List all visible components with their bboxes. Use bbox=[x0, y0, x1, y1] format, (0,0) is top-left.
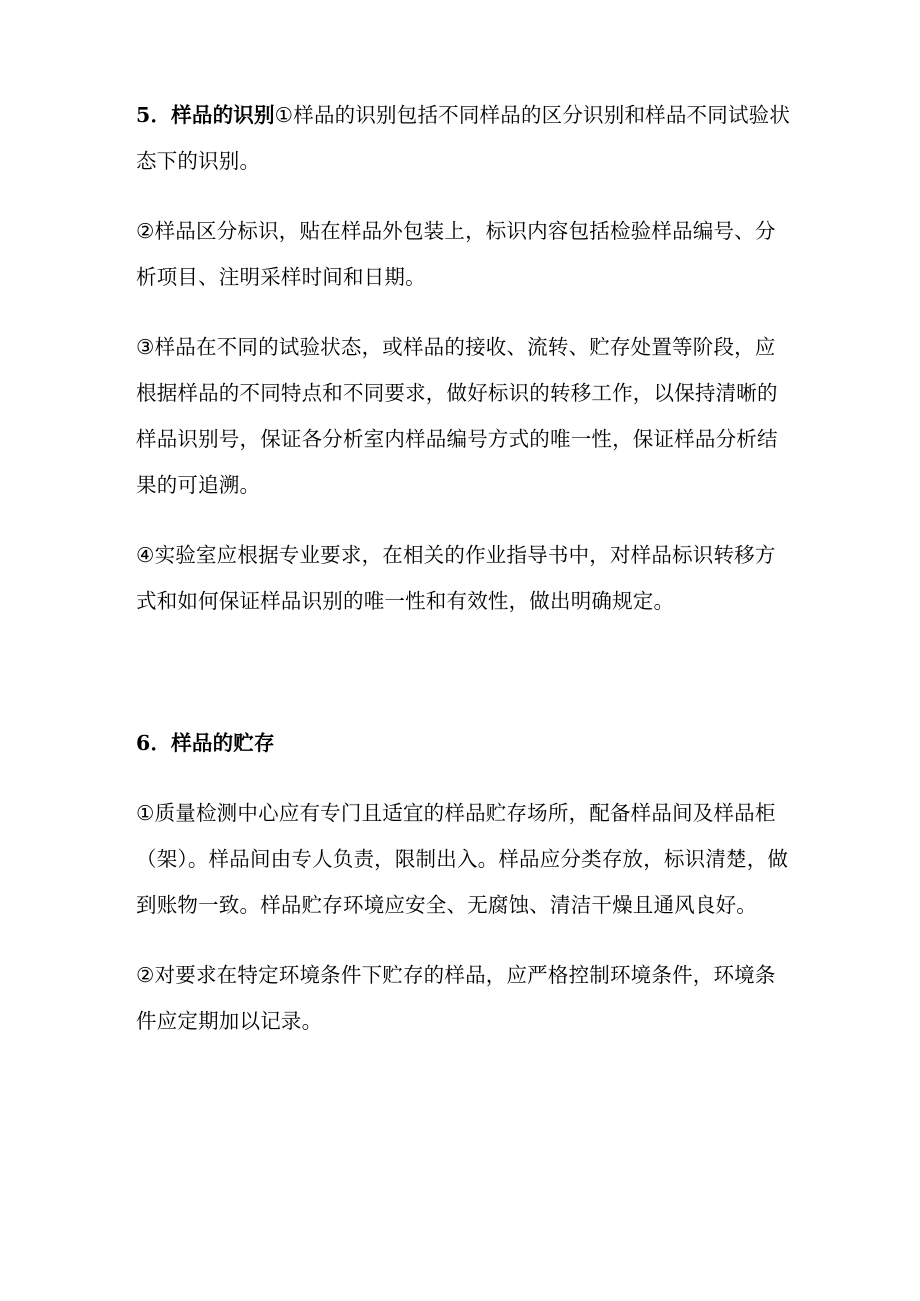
section-5-paragraph-3: ③样品在不同的试验状态，或样品的接收、流转、贮存处置等阶段，应根据样品的不同特点和不同要求，做好标识的转移工作，以保持清晰的样品识别号，保证各分析室内样品编号方式的唯一性，保证样品分析结果的可追溯。 bbox=[136, 335, 778, 497]
section-6-heading bbox=[136, 720, 796, 766]
section-5-paragraph-2: ②样品区分标识，贴在样品外包装上，标识内容包括检验样品编号、分析项目、注明采样时间和日期。 bbox=[136, 219, 776, 289]
section-6-separator: ． bbox=[150, 731, 172, 755]
document-page bbox=[136, 92, 796, 1044]
section-6-paragraph-2: ②对要求在特定环境条件下贮存的样品，应严格控制环境条件，环境条件应定期加以记录。 bbox=[136, 963, 776, 1033]
section-5-paragraph-4: ④实验室应根据专业要求，在相关的作业指导书中，对样品标识转移方式和如何保证样品识别的唯一性和有效性，做出明确规定。 bbox=[136, 543, 776, 613]
section-6-paragraph-1: ①质量检测中心应有专门且适宜的样品贮存场所，配备样品间及样品柜（架）。样品间由专人负责，限制出入。样品应分类存放，标识清楚，做到账物一致。样品贮存环境应安全、无腐蚀、清洁干燥且通风良好。 bbox=[136, 801, 789, 917]
section-6-number: 6 bbox=[136, 731, 151, 755]
section-5-title: 样品的识别 bbox=[171, 103, 275, 127]
section-5-paragraph-1 bbox=[136, 92, 796, 184]
section-6-title: 样品的贮存 bbox=[171, 731, 275, 755]
section-5-text-1: ①样品的识别包括不同样品的区分识别和样品不同试验状态下的识别。 bbox=[136, 103, 791, 173]
section-5-number: 5 bbox=[136, 103, 151, 127]
section-5-separator: ． bbox=[150, 103, 172, 127]
